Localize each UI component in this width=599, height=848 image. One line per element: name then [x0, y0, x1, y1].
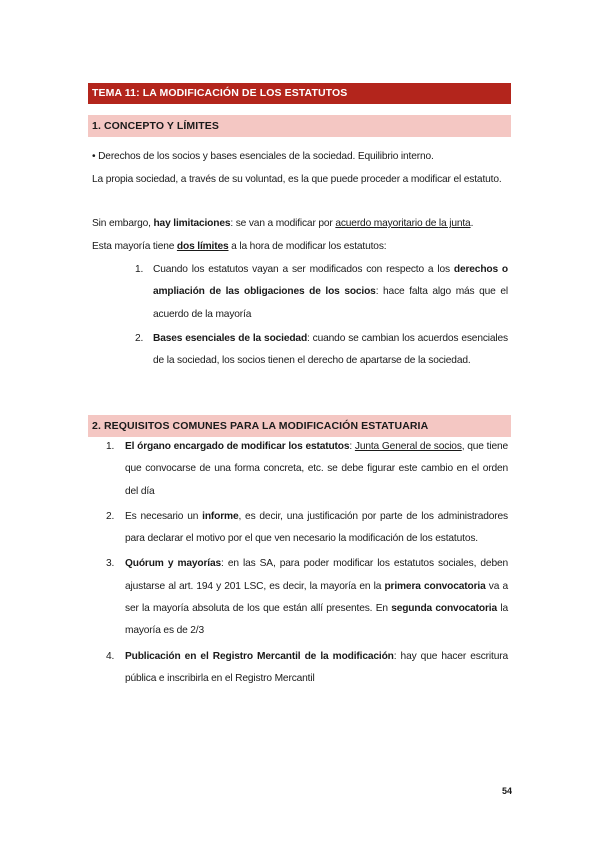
list-item: 1. Cuando los estatutos vayan a ser modificados con respecto a los derechos o ampliación de las obligaciones de los socios: hace falta algo más que el acuerdo de la mayoría	[135, 264, 508, 320]
limits-list	[135, 259, 508, 372]
section-1-heading: 1. CONCEPTO Y LÍMITES	[92, 120, 219, 132]
section-2-heading: 2. REQUISITOS COMUNES PARA LA MODIFICACIÓN ESTATUARIA	[92, 420, 429, 432]
list-item: 4. Publicación en el Registro Mercantil de la modificación: hay que hacer escritura pública e inscribirla en el Registro Mercantil	[106, 650, 508, 684]
section-2-heading-bar	[88, 415, 511, 437]
chapter-title: TEMA 11: LA MODIFICACIÓN DE LOS ESTATUTOS	[92, 87, 348, 99]
bullet-paragraph: • Derechos de los socios y bases esenciales de la sociedad. Equilibrio interno.	[92, 151, 434, 162]
requirements-list	[106, 436, 508, 690]
underline-acuerdo: acuerdo mayoritario de la junta	[335, 218, 471, 229]
section-1-heading-bar	[88, 115, 511, 137]
list-item: 2. Es necesario un informe, es decir, una justificación por parte de los administradores para declarar el motivo por el que ven necesario la modificación de los estatutos.	[106, 510, 509, 545]
paragraph-3: Esta mayoría tiene dos límites a la hora de modificar los estatutos:	[92, 241, 387, 252]
bold-limitaciones: hay limitaciones	[153, 218, 231, 229]
chapter-title-bar	[88, 83, 511, 104]
list-item: 1. El órgano encargado de modificar los estatutos: Junta General de socios, que tiene que convocarse de una forma concreta, etc. se debe figurar este cambio en el orden del día	[106, 441, 508, 497]
paragraph-2: Sin embargo, hay limitaciones: se van a modificar por acuerdo mayoritario de la junta.	[92, 218, 474, 229]
list-item: 3. Quórum y mayorías: en las SA, para poder modificar los estatutos sociales, deben ajustarse al art. 194 y 201 LSC, es decir, la mayoría en la primera convocatoria va a ser la mayoría absoluta de los que están allí presentes. En segunda convocatoria la mayoría es de 2/3	[106, 558, 508, 637]
paragraph-1: La propia sociedad, a través de su voluntad, es la que puede proceder a modificar el estatuto.	[92, 174, 502, 185]
list-item: 2. Bases esenciales de la sociedad: cuando se cambian los acuerdos esenciales de la sociedad, los socios tienen el derecho de apartarse de la sociedad.	[135, 332, 508, 367]
page-number: 54	[501, 786, 512, 796]
bold-underline-limites: dos límites	[176, 241, 229, 252]
